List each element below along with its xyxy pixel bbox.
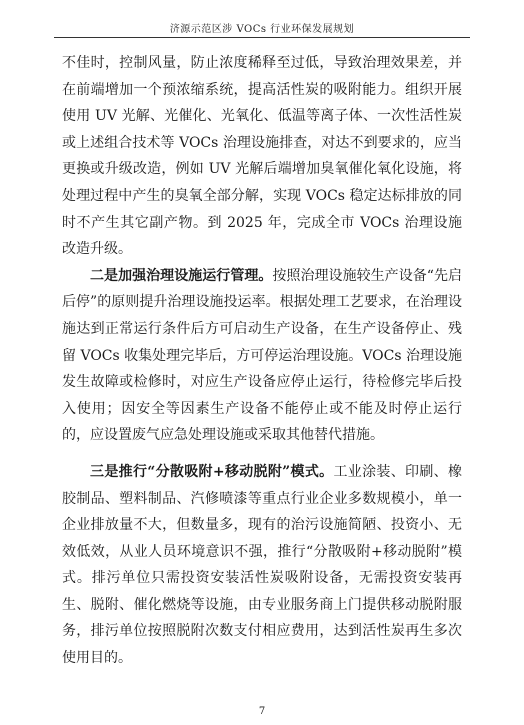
paragraph-text: 不佳时，控制风量，防止浓度稀释至过低，导致治理效果差，并在前端增加一个预浓缩系统，提高活性炭的吸附能力。组织开展使用 UV 光解、光催化、光氧化、低温等离子体、一次性活性炭或上述组合技术等 VOCs 治理设施排查，对达不到要求的，应当更换或升级改造，例如 UV 光解后端增加臭氧催化氧化设施，将处理过程中产生的臭氧全部分解，实现 VOCs 稳定达标排放的同时不产生其它副产物。到 2025 年，完成全市 VOCs 治理设施改造升级。: [62, 55, 462, 258]
body-text: [62, 50, 462, 672]
paragraph-text: 工业涂装、印刷、橡胶制品、塑料制品、汽修喷漆等重点行业企业多数规模小，单一企业排放量不大，但数量多，现有的治污设施简陋、投资小、无效低效，从业人员环境意识不强，推行“分散吸附+移动脱附”模式。排污单位只需投资安装活性炭吸附设备，无需投资安装再生、脱附、催化燃烧等设施，由专业服务商上门提供移动脱附服务，排污单位按照脱附次数支付相应费用，达到活性炭再生多次使用目的。: [62, 463, 462, 667]
paragraph-lead: 三是推行“分散吸附+移动脱附”模式。: [90, 463, 334, 480]
paragraph-lead: 二是加强治理设施运行管理。: [90, 267, 273, 284]
page-number: 7: [258, 706, 266, 717]
paragraph-adsorption-mode: [62, 459, 462, 672]
paragraph-operation-management: [62, 263, 462, 449]
header-rule: [54, 37, 470, 38]
paragraph-continuation: [62, 50, 462, 263]
paragraph-text: 按照治理设施较生产设备“先启后停”的原则提升治理设施投运率。根据处理工艺要求，在治理设施达到正常运行条件后方可启动生产设备，在生产设备停止、残留 VOCs 收集处理完毕后，方可停运治理设施。VOCs 治理设施发生故障或检修时，对应生产设备应停止运行，待检修完毕后投入使用；因安全等因素生产设备不能停止或不能及时停止运行的，应设置废气应急处理设施或采取其他替代措施。: [62, 267, 462, 444]
running-header: 济源示范区涉 VOCs 行业环保发展规划: [169, 24, 355, 35]
